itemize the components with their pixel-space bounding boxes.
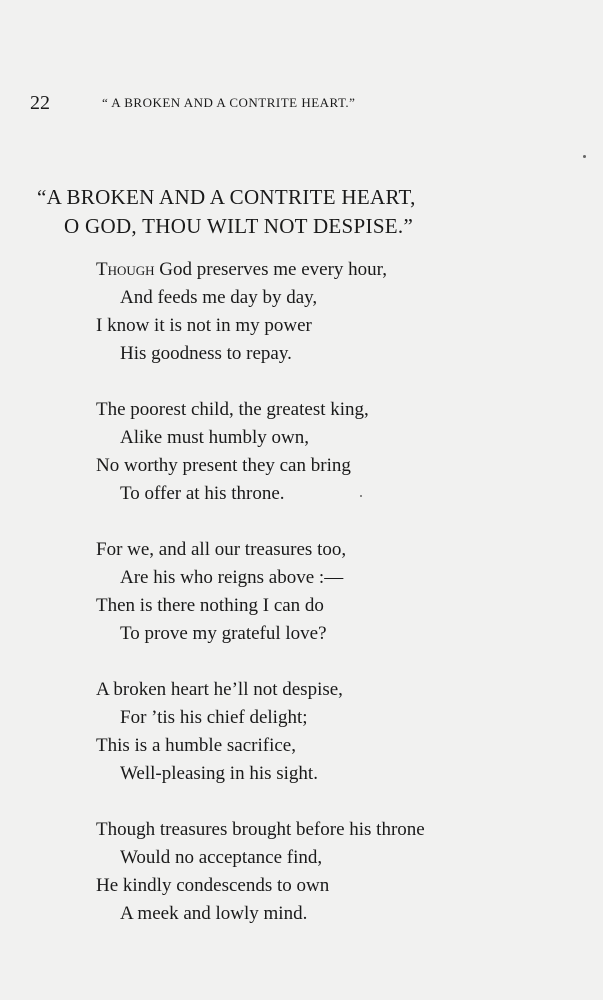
verse-line: Well-pleasing in his sight. [120,763,318,784]
paper-speck [583,155,586,158]
verse-line: Are his who reigns above :— [120,567,344,588]
verse-line: Would no acceptance find, [120,847,323,868]
verse-line: I know it is not in my power [96,315,312,336]
verse-line: A meek and lowly mind. [120,903,308,924]
verse-line: A broken heart he’ll not despise, [96,679,343,700]
page-header [30,92,590,116]
poem-body [96,256,576,956]
verse-line: And feeds me day by day, [120,287,318,308]
stanza-4 [96,676,576,788]
verse-line [96,256,576,284]
poem-title-line-1: “A BROKEN AND A CONTRITE HEART, [37,185,416,209]
verse-line: For ’tis his chief delight; [120,707,308,728]
poem-title-line-2: O GOD, THOU WILT NOT DESPISE.” [64,214,414,238]
verse-line: Then is there nothing I can do [96,595,324,616]
verse-line-text: God preserves me every hour, [154,259,387,280]
verse-line: This is a humble sacrifice, [96,735,296,756]
verse-line: His goodness to repay. [120,343,292,364]
verse-line: No worthy present they can bring [96,455,351,476]
verse-line: He kindly condescends to own [96,875,330,896]
paper-speck [360,495,362,497]
verse-line: Though treasures brought before his throne [96,819,425,840]
drop-word: Though [96,259,155,280]
running-head: “ A BROKEN AND A CONTRITE HEART.” [102,95,356,110]
stanza-3 [96,536,576,648]
stanza-2 [96,396,576,508]
page-number: 22 [30,92,50,114]
stanza-5 [96,816,576,928]
verse-line: To offer at his throne. [120,483,285,504]
verse-line: Alike must humbly own, [120,427,309,448]
verse-line: For we, and all our treasures too, [96,539,347,560]
stanza-1 [96,256,576,368]
verse-line: To prove my grateful love? [120,623,327,644]
verse-line: The poorest child, the greatest king, [96,399,369,420]
